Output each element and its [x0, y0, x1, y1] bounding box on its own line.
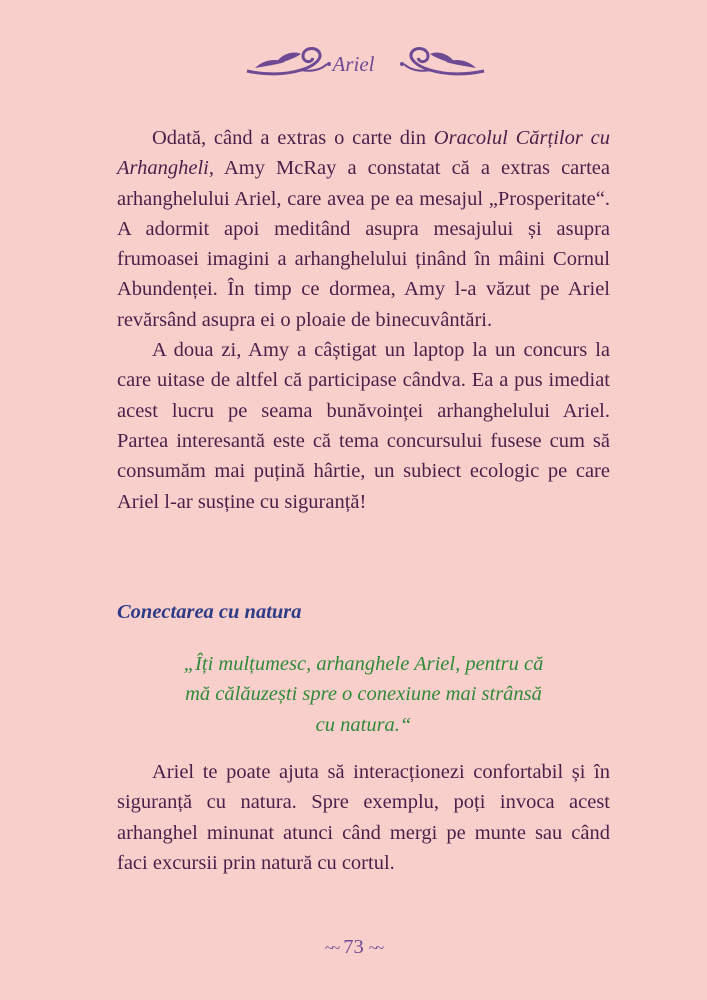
paragraph-2: A doua zi, Amy a câștigat un laptop la un concurs la care uitase de altfel că participase cândva. Ea a pus imediat acest lucru pe seama bunăvoinței arhanghelului Ariel. Partea interesantă este că tema concursului fusese cum să consumăm mai puțină hârtie, un subiect ecologic pe care Ariel l-ar susține cu siguranță! — [117, 339, 610, 513]
paragraph-1-rest: , Amy McRay a constatat că a extras cartea arhanghelului Ariel, care avea pe ea mesajul „Prosperitate“. A adormit apoi meditând asupra mesajului și asupra frumoasei imagini a arhanghelului ținând în mâini Cornul Abundenței. În timp ce dormea, Amy l-a văzut pe Ariel revărsând asupra ei o ploaie de binecuvântări. — [117, 157, 610, 331]
page-number: 73 — [343, 936, 364, 958]
section-heading: Conectarea cu natura — [117, 601, 302, 623]
book-title: Oracolul Cărților cu Arhangheli — [117, 127, 610, 180]
paragraph-1 — [117, 123, 610, 335]
right-tilde-ornament: ~~ — [368, 940, 383, 957]
prayer-quote — [117, 649, 610, 740]
running-header — [0, 44, 707, 88]
paragraph-3: Ariel te poate ajuta să interacționezi confortabil și în siguranță cu natura. Spre exemplu, poți invoca acest arhanghel minunat atunci când mergi pe munte sau când faci excursii prin natură cu cortul. — [117, 761, 610, 874]
paragraph-1-intro: Odată, când a extras o carte din — [152, 127, 434, 149]
quote-line: „Îți mulțumesc, arhanghele Ariel, pentru că — [183, 653, 544, 675]
left-tilde-ornament: ~~ — [324, 940, 339, 957]
body-upper — [117, 123, 610, 517]
header-title: Ariel — [332, 52, 375, 76]
page-footer — [0, 936, 707, 959]
body-lower — [117, 757, 610, 878]
quote-line: mă călăuzești spre o conexiune mai strânsă — [185, 683, 542, 706]
right-flourish-ornament — [400, 44, 486, 84]
quote-line: cu natura.“ — [315, 713, 412, 736]
